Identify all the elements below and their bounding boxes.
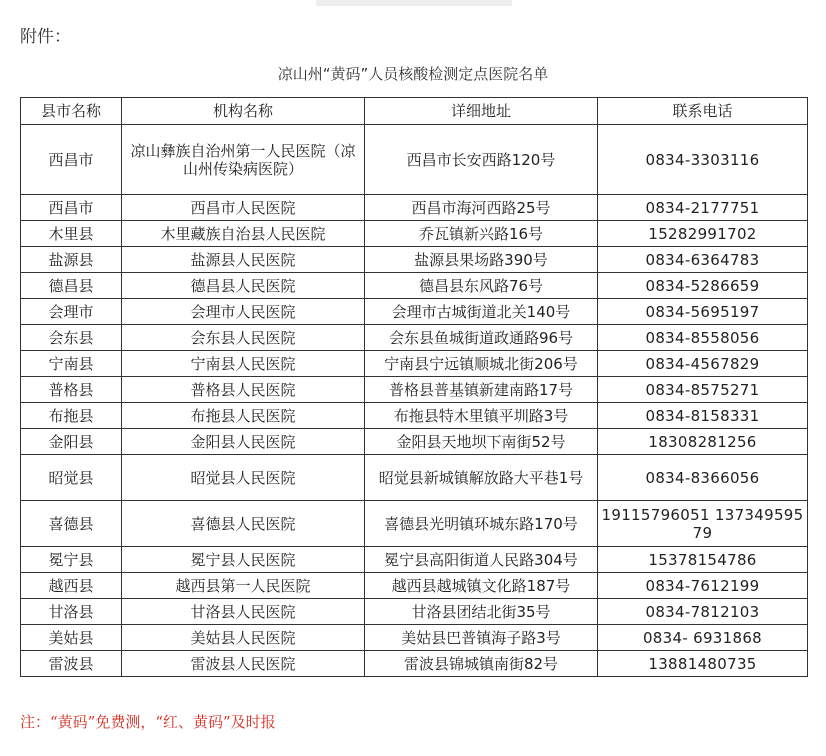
cell-address: 金阳县天地坝下南街52号 (365, 429, 598, 455)
cell-phone: 0834- 6931868 (598, 625, 808, 651)
table-row (21, 247, 808, 273)
cell-county: 美姑县 (21, 625, 122, 651)
table-row (21, 273, 808, 299)
table-row (21, 651, 808, 677)
cell-county: 木里县 (21, 221, 122, 247)
cell-county: 雷波县 (21, 651, 122, 677)
cell-county: 布拖县 (21, 403, 122, 429)
cell-address: 昭觉县新城镇解放路大平巷1号 (365, 455, 598, 501)
table-row (21, 221, 808, 247)
cell-institution: 越西县第一人民医院 (122, 573, 365, 599)
cell-address: 西昌市海河西路25号 (365, 195, 598, 221)
cell-institution: 木里藏族自治县人民医院 (122, 221, 365, 247)
cell-county: 西昌市 (21, 195, 122, 221)
cell-county: 甘洛县 (21, 599, 122, 625)
cell-institution: 德昌县人民医院 (122, 273, 365, 299)
cell-institution: 昭觉县人民医院 (122, 455, 365, 501)
table-row (21, 377, 808, 403)
footnote: 注：“黄码”免费测，“红、黄码”及时报 (20, 713, 276, 731)
cell-county: 喜德县 (21, 501, 122, 547)
table-row (21, 325, 808, 351)
table-row (21, 547, 808, 573)
cell-county: 西昌市 (21, 125, 122, 195)
cell-phone: 15378154786 (598, 547, 808, 573)
cell-institution: 会东县人民医院 (122, 325, 365, 351)
cell-phone: 15282991702 (598, 221, 808, 247)
cell-phone: 19115796051 13734959579 (598, 501, 808, 547)
table-row (21, 455, 808, 501)
header-institution: 机构名称 (122, 98, 365, 125)
cell-address: 会理市古城街道北关140号 (365, 299, 598, 325)
cell-institution: 金阳县人民医院 (122, 429, 365, 455)
cell-phone: 0834-3303116 (598, 125, 808, 195)
header-county: 县市名称 (21, 98, 122, 125)
cell-phone: 0834-5695197 (598, 299, 808, 325)
cell-county: 越西县 (21, 573, 122, 599)
table-row (21, 195, 808, 221)
cell-address: 乔瓦镇新兴路16号 (365, 221, 598, 247)
cell-address: 甘洛县团结北街35号 (365, 599, 598, 625)
cell-address: 美姑县巴普镇海子路3号 (365, 625, 598, 651)
cell-county: 昭觉县 (21, 455, 122, 501)
table-header-row (21, 98, 808, 125)
table-row (21, 573, 808, 599)
cell-phone: 0834-8575271 (598, 377, 808, 403)
cell-phone: 0834-7612199 (598, 573, 808, 599)
cell-county: 普格县 (21, 377, 122, 403)
cell-county: 冕宁县 (21, 547, 122, 573)
cell-county: 德昌县 (21, 273, 122, 299)
cell-address: 普格县普基镇新建南路17号 (365, 377, 598, 403)
cell-address: 会东县鱼城街道政通路96号 (365, 325, 598, 351)
table-row (21, 125, 808, 195)
cell-phone: 0834-6364783 (598, 247, 808, 273)
cell-county: 盐源县 (21, 247, 122, 273)
cell-address: 宁南县宁远镇顺城北街206号 (365, 351, 598, 377)
cell-county: 会理市 (21, 299, 122, 325)
cell-institution: 布拖县人民医院 (122, 403, 365, 429)
cell-institution: 雷波县人民医院 (122, 651, 365, 677)
cell-institution: 美姑县人民医院 (122, 625, 365, 651)
cell-address: 喜德县光明镇环城东路170号 (365, 501, 598, 547)
cell-institution: 冕宁县人民医院 (122, 547, 365, 573)
cell-phone: 0834-5286659 (598, 273, 808, 299)
cell-phone: 0834-8158331 (598, 403, 808, 429)
header-address: 详细地址 (365, 98, 598, 125)
table-row (21, 429, 808, 455)
cell-address: 德昌县东风路76号 (365, 273, 598, 299)
table-body (21, 125, 808, 677)
cell-phone: 0834-8558056 (598, 325, 808, 351)
cell-address: 雷波县锦城镇南街82号 (365, 651, 598, 677)
cell-phone: 13881480735 (598, 651, 808, 677)
hospital-table (20, 97, 808, 677)
cell-phone: 18308281256 (598, 429, 808, 455)
cell-address: 布拖县特木里镇平圳路3号 (365, 403, 598, 429)
cell-address: 西昌市长安西路120号 (365, 125, 598, 195)
cell-county: 金阳县 (21, 429, 122, 455)
table-row (21, 351, 808, 377)
cell-institution: 喜德县人民医院 (122, 501, 365, 547)
cell-institution: 凉山彝族自治州第一人民医院（凉山州传染病医院） (122, 125, 365, 195)
cell-address: 盐源县果场路390号 (365, 247, 598, 273)
cell-phone: 0834-4567829 (598, 351, 808, 377)
cell-institution: 盐源县人民医院 (122, 247, 365, 273)
cell-institution: 西昌市人民医院 (122, 195, 365, 221)
top-banner-strip (316, 0, 512, 6)
header-phone: 联系电话 (598, 98, 808, 125)
cell-phone: 0834-7812103 (598, 599, 808, 625)
cell-county: 宁南县 (21, 351, 122, 377)
table-row (21, 403, 808, 429)
cell-institution: 会理市人民医院 (122, 299, 365, 325)
table-row (21, 501, 808, 547)
attachment-label: 附件： (20, 27, 71, 47)
cell-institution: 宁南县人民医院 (122, 351, 365, 377)
cell-institution: 普格县人民医院 (122, 377, 365, 403)
document-title: 凉山州“黄码”人员核酸检测定点医院名单 (277, 65, 549, 83)
table-row (21, 299, 808, 325)
cell-institution: 甘洛县人民医院 (122, 599, 365, 625)
cell-phone: 0834-2177751 (598, 195, 808, 221)
table-row (21, 625, 808, 651)
cell-address: 冕宁县高阳街道人民路304号 (365, 547, 598, 573)
cell-county: 会东县 (21, 325, 122, 351)
cell-phone: 0834-8366056 (598, 455, 808, 501)
table-row (21, 599, 808, 625)
cell-address: 越西县越城镇文化路187号 (365, 573, 598, 599)
